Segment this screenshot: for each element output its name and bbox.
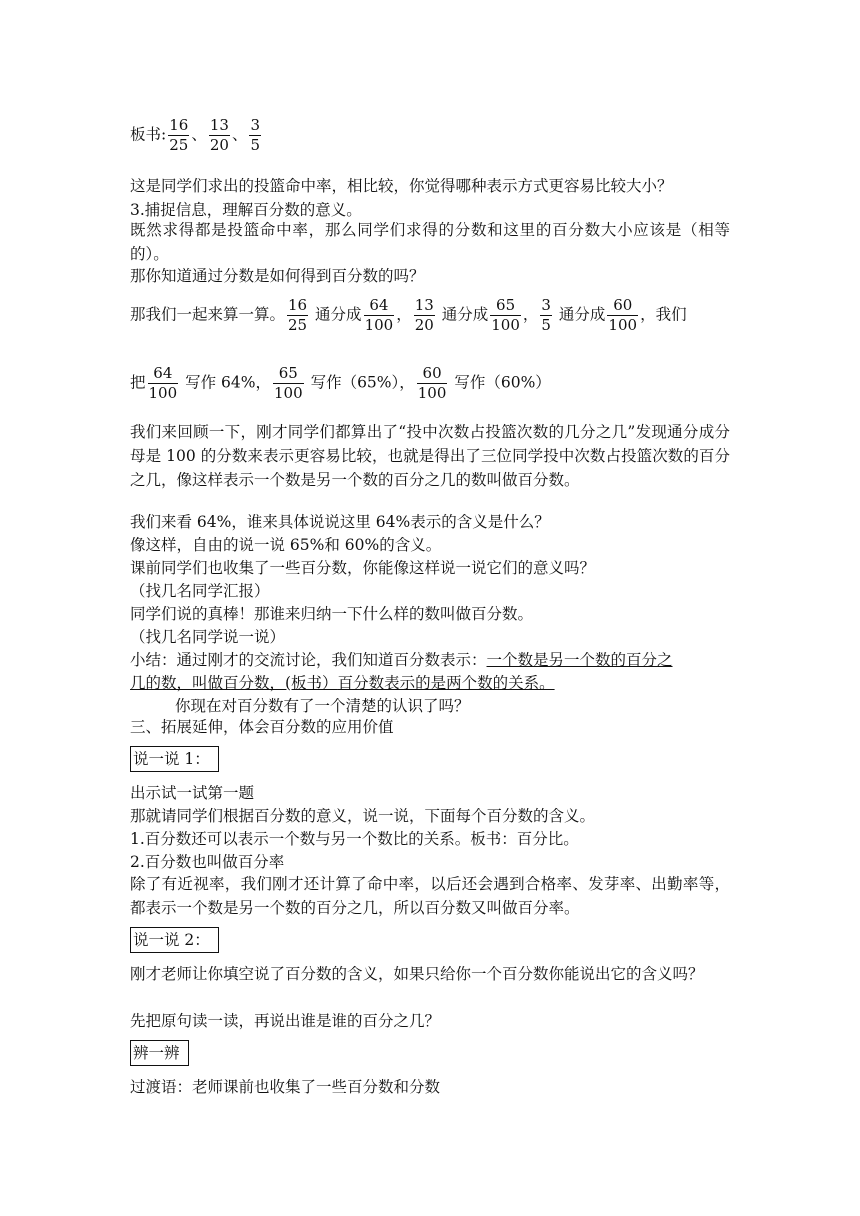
fraction: $\frac{16}{25}$ — [288, 296, 308, 334]
paragraph: 同学们说的真棒！那谁来归纳一下什么样的数叫做百分数。 — [130, 605, 534, 623]
write-lead: 把 — [130, 373, 146, 392]
boxed-text: 说一说 2： — [130, 927, 219, 953]
write-text: 写作 64%， — [185, 373, 271, 392]
calc-intro: 那我们一起来算一算。 — [130, 305, 286, 324]
summary-underlined: 两个数的关系。 — [446, 674, 555, 692]
fraction: $\frac{65}{100}$ — [491, 296, 520, 334]
paragraph: 我们来看 64%，谁来具体说说这里 64%表示的含义是什么？ — [130, 513, 550, 531]
board-line — [130, 116, 263, 155]
list-item: 2.百分数也叫做百分率 — [130, 853, 285, 871]
fraction: $\frac{65}{100}$ — [273, 364, 303, 402]
paragraph: 刚才老师让你填空说了百分数的含义，如果只给你一个百分数你能说出它的含义吗？ — [130, 965, 704, 983]
paragraph: 先把原句读一读，再说出谁是谁的百分之几？ — [130, 1012, 441, 1030]
separator: 、 — [191, 125, 207, 144]
paragraph: 过渡语：老师课前也收集了一些百分数和分数 — [130, 1078, 441, 1096]
separator: 、 — [231, 125, 248, 144]
paragraph: 那就请同学们根据百分数的意义，说一说，下面每个百分数的含义。 — [130, 807, 596, 825]
paragraph: （找几名同学汇报） — [130, 582, 270, 600]
section-heading: 3.捕捉信息，理解百分数的意义。 — [130, 201, 362, 219]
boxed-text: 辨一辨 — [130, 1040, 189, 1066]
paragraph: 除了有近视率，我们刚才还计算了命中率，以后还会遇到合格率、发芽率、出勤率等，都表示一个数是另一个数的百分之几，所以百分数又叫做百分率。 — [130, 875, 730, 917]
write-line — [130, 364, 551, 403]
summary-mid: 百分数表示的是 — [337, 674, 447, 692]
paragraph: 课前同学们也收集了一些百分数，你能像这样说一说它们的意义吗？ — [130, 559, 596, 577]
paragraph: 那你知道通过分数是如何得到百分数的吗？ — [130, 267, 425, 285]
paragraph: （找几名同学说一说） — [130, 628, 286, 646]
board-label: 板书: — [130, 125, 167, 144]
write-text: 写作（60%） — [454, 373, 551, 392]
fraction: $\frac{60}{100}$ — [417, 364, 447, 402]
fraction: $\frac{3}{5}$ — [541, 296, 551, 334]
paragraph: 你现在对百分数有了一个清楚的认识了吗？ — [175, 697, 470, 715]
fraction: $\frac{13}{20}$ — [209, 116, 229, 154]
summary-underlined: 几的数，叫做百分数，(板书） — [130, 674, 338, 692]
list-item: 1.百分数还可以表示一个数与另一个数比的关系。板书：百分比。 — [130, 830, 579, 848]
comma: ， — [396, 305, 412, 324]
fraction: $\frac{64}{100}$ — [148, 364, 178, 402]
section-heading: 三、拓展延伸，体会百分数的应用价值 — [130, 718, 394, 736]
fraction: $\frac{13}{20}$ — [414, 296, 434, 334]
write-text: 写作（65%）， — [310, 373, 415, 392]
calc-line — [130, 296, 730, 335]
comma: ， — [522, 305, 539, 324]
calc-to-label: 通分成 — [558, 305, 606, 324]
paragraph: 这是同学们求出的投篮命中率，相比较，你觉得哪种表示方式更容易比较大小？ — [130, 177, 673, 195]
calc-end: ，我们 — [640, 305, 687, 324]
box-label-2 — [130, 927, 219, 953]
fraction: $\frac{16}{25}$ — [169, 116, 189, 154]
box-label-3 — [130, 1040, 189, 1066]
fraction: $\frac{3}{5}$ — [250, 116, 260, 154]
paragraph: 像这样，自由的说一说 65%和 60%的含义。 — [130, 536, 442, 554]
boxed-text: 说一说 1： — [130, 746, 219, 772]
summary-line-2 — [130, 671, 555, 695]
box-label-1 — [130, 746, 219, 772]
summary-line-1 — [130, 648, 673, 672]
paragraph: 既然求得都是投篮命中率，那么同学们求得的分数和这里的百分数大小应该是（相等的）。 — [130, 221, 730, 263]
paragraph: 出示试一试第一题 — [130, 784, 255, 802]
paragraph: 我们来回顾一下，刚才同学们都算出了“投中次数占投篮次数的几分之几”发现通分成分母是 100 的分数来表示更容易比较，也就是得出了三位同学投中次数占投篮次数的百分之几，像这样表示一个数是另一个数的百分之几的数叫做百分数。 — [130, 423, 730, 489]
fraction: $\frac{60}{100}$ — [608, 296, 638, 334]
calc-to-label: 通分成 — [441, 305, 489, 324]
calc-to-label: 通分成 — [315, 305, 362, 324]
fraction: $\frac{64}{100}$ — [364, 296, 394, 334]
summary-underlined: 一个数是另一个数的百分之 — [486, 651, 673, 669]
summary-lead: 小结：通过刚才的交流讨论，我们知道百分数表示： — [130, 651, 487, 669]
